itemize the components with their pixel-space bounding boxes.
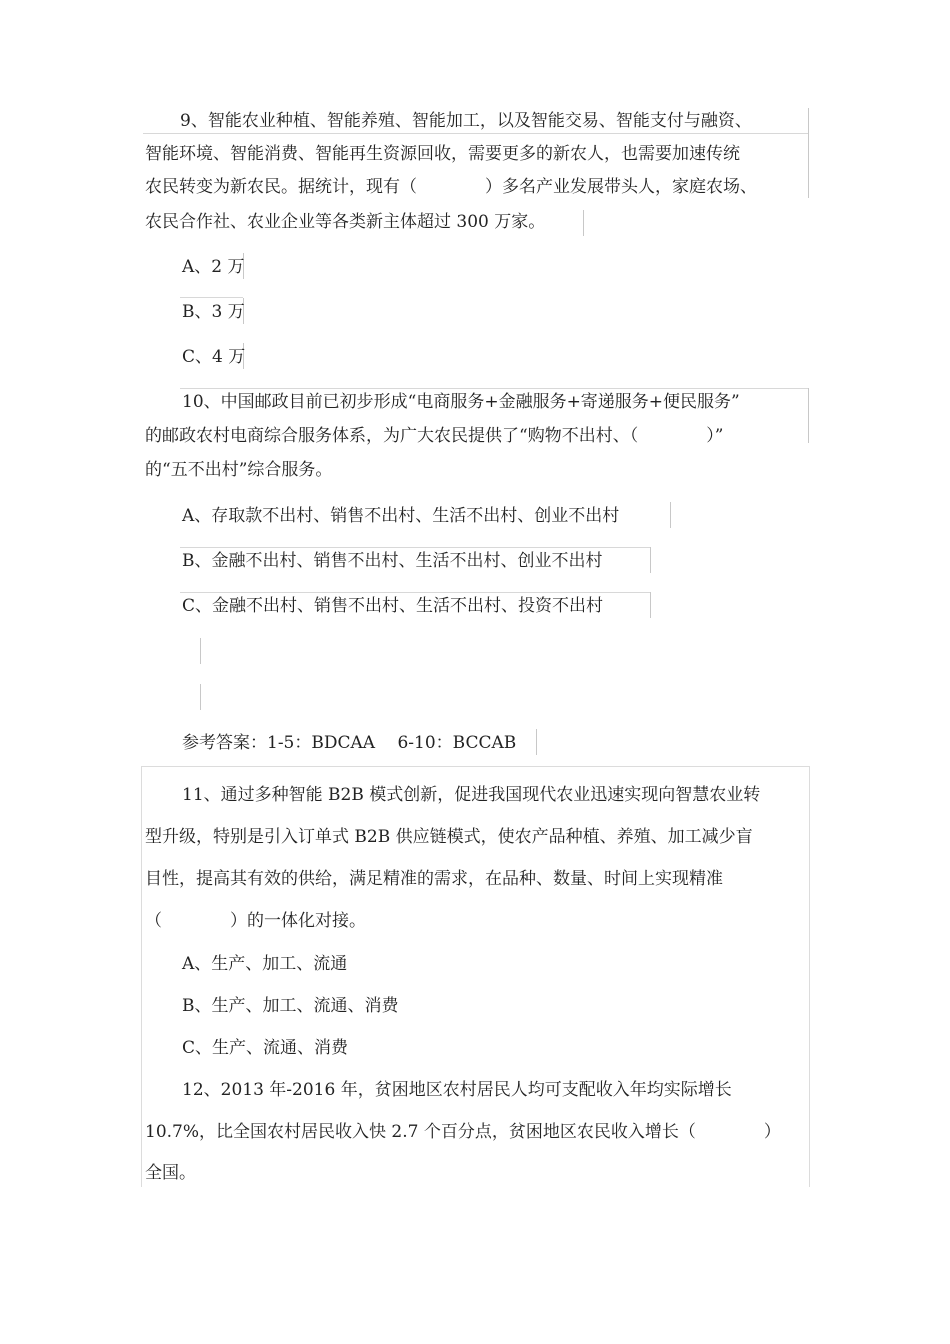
q10-line-2: 的邮政农村电商综合服务体系，为广大农民提供了“购物不出村、（ ）” (145, 426, 724, 446)
q9-option-a: A、2 万 (182, 257, 245, 277)
q10-optC-top-rule (180, 592, 650, 593)
q9-right-rule (808, 108, 809, 198)
q10-optB-rule (650, 547, 651, 573)
q11-option-a: A、生产、加工、流通 (182, 954, 348, 974)
q12-line-2: 10.7%，比全国农村居民收入快 2.7 个百分点，贫困地区农民收入增长（ ） (145, 1122, 781, 1142)
q10-line-1: 10、中国邮政目前已初步形成“电商服务+金融服务+寄递服务+便民服务” (182, 392, 740, 412)
q11-line-2: 型升级，特别是引入订单式 B2B 供应链模式，使农产品种植、养殖、加工减少盲 (145, 827, 753, 847)
q10-top-rule (180, 388, 808, 389)
q9-line-3: 农民转变为新农民。据统计，现有（ ）多名产业发展带头人，家庭农场、 (145, 177, 757, 197)
q11-option-c: C、生产、流通、消费 (182, 1038, 349, 1058)
q10-optC-rule (650, 592, 651, 618)
q10-line-3: 的“五不出村”综合服务。 (145, 460, 333, 480)
q10-option-b: B、金融不出村、销售不出村、生活不出村、创业不出村 (182, 551, 603, 571)
answers-rule (536, 729, 537, 755)
q10-optA-rule (670, 502, 671, 528)
q11-line-4: （ ）的一体化对接。 (145, 911, 366, 931)
q9-end-rule (583, 210, 584, 236)
q9-option-c: C、4 万 (182, 347, 246, 367)
q9-optB-top-rule (180, 297, 243, 298)
q9-line-2: 智能环境、智能消费、智能再生资源回收，需要更多的新农人，也需要加速传统 (145, 144, 740, 164)
empty-line-rule-1 (200, 638, 201, 664)
q10-option-a: A、存取款不出村、销售不出村、生活不出村、创业不出村 (182, 506, 620, 526)
q10-right-rule (808, 388, 809, 443)
q11-option-b: B、生产、加工、流通、消费 (182, 996, 399, 1016)
q11-line-3: 目性，提高其有效的供给，满足精准的需求，在品种、数量、时间上实现精准 (145, 869, 723, 889)
q11-line-1: 11、通过多种智能 B2B 模式创新，促进我国现代农业迅速实现向智慧农业转 (182, 785, 761, 805)
q9-line-4: 农民合作社、农业企业等各类新主体超过 300 万家。 (145, 212, 546, 232)
q12-line-1: 12、2013 年-2016 年，贫困地区农村居民人均可支配收入年均实际增长 (182, 1080, 732, 1100)
q9-top-rule (143, 133, 808, 134)
q10-optB-top-rule (180, 547, 650, 548)
answer-key: 参考答案：1-5：BDCAA 6-10：BCCAB (182, 733, 517, 753)
q9-line-1: 9、智能农业种植、智能养殖、智能加工，以及智能交易、智能支付与融资、 (180, 111, 752, 131)
q12-line-3: 全国。 (145, 1163, 196, 1183)
q10-option-c: C、金融不出村、销售不出村、生活不出村、投资不出村 (182, 596, 604, 616)
q9-option-b: B、3 万 (182, 302, 245, 322)
empty-line-rule-2 (200, 684, 201, 710)
